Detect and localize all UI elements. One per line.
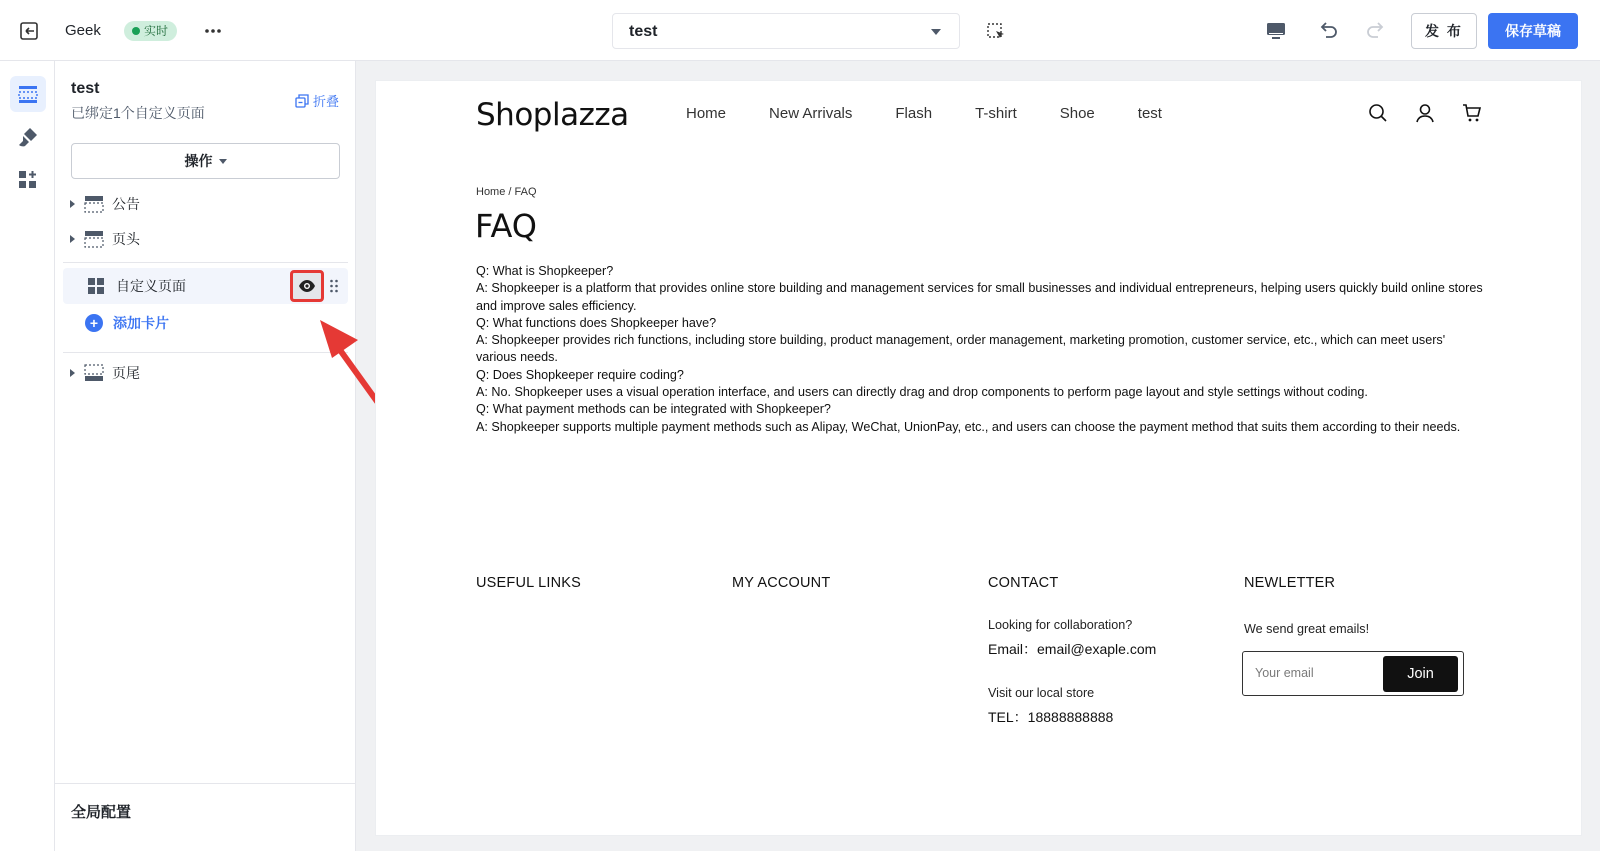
apps-icon <box>17 169 39 191</box>
plus-circle-icon: + <box>85 314 103 332</box>
divider <box>63 262 348 263</box>
nav-link-home[interactable]: Home <box>686 105 727 122</box>
store-nav <box>686 105 1162 122</box>
redo-icon[interactable] <box>1364 19 1388 43</box>
section-label: 公告 <box>112 196 140 212</box>
exit-icon[interactable] <box>18 20 40 42</box>
page-title: test <box>71 80 100 97</box>
section-announcement[interactable] <box>63 186 348 222</box>
fold-label: 折叠 <box>313 94 340 109</box>
faq-answer: A: Shopkeeper supports multiple payment methods such as Alipay, WeChat, UnionPay, etc., and users can choose the payment method that suits them according to their needs. <box>476 419 1461 434</box>
live-status-badge <box>124 21 177 41</box>
status-dot-icon <box>132 27 140 35</box>
brush-icon <box>17 126 39 148</box>
contact-tel: TEL：18888888888 <box>988 709 1114 725</box>
page-select[interactable] <box>612 13 960 49</box>
nav-link-new-arrivals[interactable]: New Arrivals <box>769 105 853 122</box>
nav-link-shoe[interactable]: Shoe <box>1059 105 1095 122</box>
eye-icon <box>298 279 316 293</box>
faq-answer: A: No. Shopkeeper uses a visual operation interface, and users can directly drag and drop components to perform page layout and style settings without coding. <box>476 385 1368 400</box>
faq-question: Q: What is Shopkeeper? <box>476 264 614 278</box>
publish-button[interactable]: 发 布 <box>1411 13 1477 49</box>
header-icons <box>1368 103 1482 123</box>
faq-heading: FAQ <box>475 207 537 245</box>
footer-heading: MY ACCOUNT <box>732 575 831 591</box>
section-label: 页尾 <box>112 365 140 381</box>
faq-content <box>476 263 1483 436</box>
save-draft-button[interactable]: 保存草稿 <box>1488 13 1578 49</box>
undo-icon[interactable] <box>1316 19 1340 43</box>
visibility-toggle-button[interactable] <box>290 270 324 302</box>
breadcrumb[interactable]: Home / FAQ <box>476 186 537 198</box>
operations-dropdown[interactable] <box>71 143 340 179</box>
footer-heading: CONTACT <box>988 575 1059 591</box>
sections-icon <box>17 83 39 105</box>
nav-link-test[interactable]: test <box>1137 105 1162 122</box>
cart-icon[interactable] <box>1462 103 1482 123</box>
contact-email[interactable]: Email：email@exaple.com <box>988 641 1157 657</box>
chevron-down-icon <box>931 29 941 35</box>
operations-label: 操作 <box>184 153 213 169</box>
desktop-view-icon[interactable] <box>1265 20 1287 42</box>
add-card-button[interactable] <box>85 313 169 333</box>
footer-section-icon <box>84 364 104 382</box>
announcement-section-icon <box>84 195 104 213</box>
page-select-value: test <box>629 23 658 40</box>
collapse-icon <box>295 94 309 108</box>
fold-button[interactable] <box>295 91 339 110</box>
newsletter-text: We send great emails! <box>1244 622 1370 636</box>
expand-arrow-icon[interactable] <box>70 235 75 243</box>
divider <box>63 352 348 353</box>
chevron-down-icon <box>219 159 227 164</box>
store-name: Geek <box>65 22 101 39</box>
bound-pages-text: 已绑定1个自定义页面 <box>71 105 205 121</box>
footer-my-account <box>732 574 830 592</box>
store-logo[interactable]: Shoplazza <box>476 97 629 133</box>
account-icon[interactable] <box>1415 103 1435 123</box>
nav-link-flash[interactable]: Flash <box>895 105 933 122</box>
left-rail <box>0 61 55 851</box>
global-config-button[interactable] <box>55 783 356 851</box>
faq-question: Q: Does Shopkeeper require coding? <box>476 367 684 382</box>
expand-arrow-icon[interactable] <box>70 369 75 377</box>
header-section-icon <box>84 230 104 248</box>
more-icon[interactable] <box>202 20 224 42</box>
faq-question: Q: What functions does Shopkeeper have? <box>476 315 717 330</box>
section-custom-page[interactable] <box>63 268 348 304</box>
search-icon[interactable] <box>1368 103 1388 123</box>
rail-sections-button[interactable] <box>10 76 46 112</box>
top-bar <box>0 0 1600 61</box>
footer-useful-links <box>476 574 581 592</box>
collab-text: Looking for collaboration? <box>988 618 1133 632</box>
rail-theme-button[interactable] <box>10 119 46 155</box>
element-picker-icon[interactable] <box>986 22 1006 42</box>
newsletter-form <box>1242 651 1464 696</box>
footer-heading: USEFUL LINKS <box>476 575 582 591</box>
add-card-label: 添加卡片 <box>113 315 169 331</box>
section-label: 自定义页面 <box>116 278 186 294</box>
visit-store-text: Visit our local store <box>988 686 1095 700</box>
grid-icon <box>87 277 105 295</box>
faq-answer: A: Shopkeeper provides rich functions, including store building, product management, order management, marketing promotion, customer service, etc., which can meet users' various needs. <box>476 333 1446 365</box>
drag-handle-icon[interactable] <box>329 278 339 294</box>
footer-heading: NEWLETTER <box>1244 575 1336 591</box>
section-header[interactable] <box>63 221 348 257</box>
store-preview <box>376 81 1581 835</box>
section-footer[interactable] <box>63 355 348 391</box>
faq-answer: A: Shopkeeper is a platform that provides online store building and management services for small businesses and individual entrepreneurs, helping users quickly build online stores and improve sales efficiency. <box>476 281 1483 313</box>
rail-apps-button[interactable] <box>10 162 46 198</box>
section-label: 页头 <box>112 231 140 247</box>
email-input[interactable]: Your email <box>1255 666 1314 680</box>
footer-newsletter <box>1244 574 1335 592</box>
footer-contact <box>988 574 1058 592</box>
nav-link-tshirt[interactable]: T-shirt <box>975 105 1017 122</box>
join-button[interactable]: Join <box>1383 656 1458 692</box>
live-status-label: 实时 <box>144 24 169 38</box>
expand-arrow-icon[interactable] <box>70 200 75 208</box>
sections-sidebar <box>55 61 356 851</box>
faq-question: Q: What payment methods can be integrated with Shopkeeper? <box>476 402 831 417</box>
global-config-label: 全局配置 <box>71 804 132 821</box>
